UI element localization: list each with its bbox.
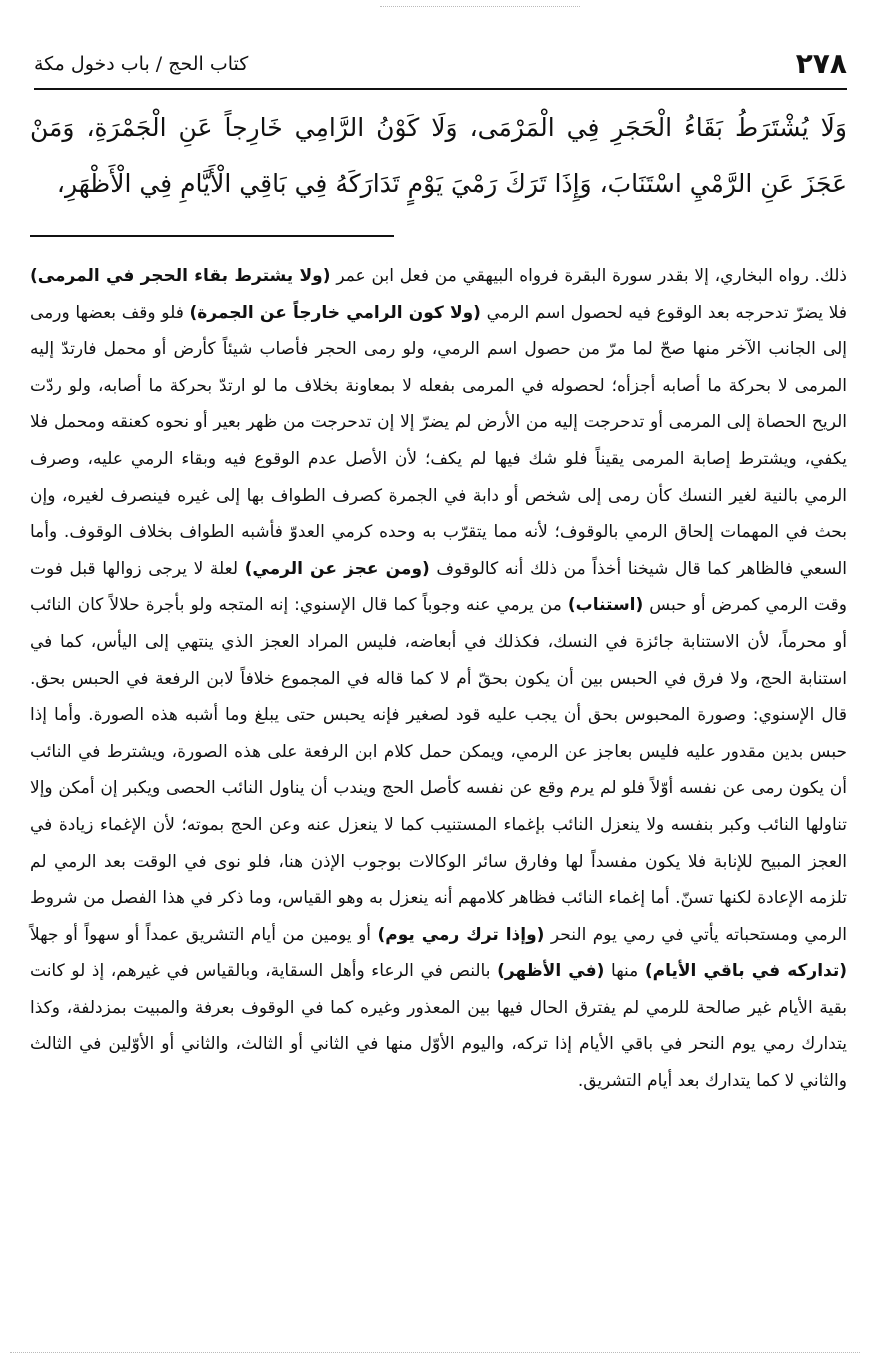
commentary-segment: لعلة لا يرجى زوالها قبل فوت وقت الرمي كمرض أو حبس bbox=[30, 558, 847, 616]
quoted-matn: (وإذا ترك رمي يوم) bbox=[377, 924, 545, 945]
commentary-segment: فلو وقف بعضها ورمى إلى الجانب الآخر منها صحّ لما مرّ من حصول اسم الرمي، ولو رمى الحجر فأصاب شيئاً كأرض أو محمل فارتدّ إليه المرمى لا بحركة ما أصابه أجزأه؛ لحصوله في المرمى بفعله لا بمعاونة بخلاف ما لو ارتدّ بحركة ما أصابه، ولو ردّت الريح الحصاة إلى المرمى أو تدحرجت إليه من الأرض لم يضرّ إلا إن تدحرجت من ظهر بعير أو نحوه كعنقه ومحمل فلا يكفي، ويشترط إصابة المرمى يقيناً فلو شك فيها لم يكف؛ لأن الأصل عدم الوقوع فيه وبقاء الرمي عليه، وصرف الرمي بالنية لغير النسك كأن رمى إلى شخص أو دابة في الجمرة كصرف الطواف بها إلى غيره فينصرف لغيره، وإن بحث في المهمات إلحاق الرمي بالوقوف؛ لأنه مما يتقرّب به وحده كرمي العدوّ فأشبه الطواف بخلاف الوقوف. وأما السعي فالظاهر كما قال شيخنا أخذاً من ذلك أنه كالوقوف bbox=[30, 302, 848, 579]
page-header bbox=[34, 44, 847, 90]
scan-artifact-top bbox=[380, 6, 580, 8]
quoted-matn: (تداركه في باقي الأيام) bbox=[644, 961, 848, 982]
commentary-segment: فلا يضرّ تدحرجه بعد الوقوع فيه لحصول اسم الرمي bbox=[480, 302, 847, 323]
quoted-matn: (ومن عجز عن الرمي) bbox=[244, 558, 430, 579]
quoted-matn: (ولا يشترط بقاء الحجر في المرمى) bbox=[30, 266, 331, 286]
commentary-segment: من يرمي عنه وجوباً كما قال الإسنوي: إنه المتجه ولو بأجرة حلالاً كان النائب أو محرماً، لأن الاستنابة جائزة في النسك، فكذلك في أبعاضه، فليس المراد العجز الذي ينتهي إلى اليأس، كما في استنابة الحج، ولا فرق في الحبس بين أن يكون بحقّ أم لا كما قاله في المجموع خلافاً لابن الرفعة في الحبس بحق. قال الإسنوي: وصورة المحبوس بحق أن يجب عليه قود لصغير فإنه يحبس حتى يبلغ وما أشبه هذه الصورة. وأما إذا حبس بدين مقدور عليه فليس بعاجز عن الرمي، ويمكن حمل كلام ابن الرفعة على هذه الصورة، ويشترط في النائب أن يكون رمى عن نفسه أوّلاً فلو لم يرم وقع عن نفسه كأصل الحج ويندب أن يناول النائب الحصى ويكبر إن أمكن وإلا تناولها النائب وكبر بنفسه ولا ينعزل النائب بإغماء المستنيب كما لا ينعزل عنه وعن الحج بموته؛ لأن الإغماء زيادة في العجز المبيح للإنابة فلا يكون مفسداً لها وفارق سائر الوكالات بوجوب الإذن هنا، فلو نوى في الوقت بعد الرمي لم تلزمه الإعادة لكنها تسنّ. أما إغماء النائب فظاهر كلامهم أنه ينعزل به وهو القياس، وما ذكر في هذا الفصل من شروط الرمي ومستحباته يأتي في رمي يوم النحر bbox=[30, 595, 847, 945]
commentary-segment: ذلك. رواه البخاري، إلا بقدر سورة البقرة فرواه البيهقي من فعل ابن عمر bbox=[330, 266, 847, 286]
commentary-segment: أو يومين من أيام التشريق عمداً أو سهواً أو جهلاً bbox=[30, 924, 378, 945]
quoted-matn: (في الأظهر) bbox=[497, 961, 605, 982]
commentary-text bbox=[30, 258, 847, 1100]
separator-rule bbox=[30, 235, 394, 237]
running-head: كتاب الحج / باب دخول مكة bbox=[34, 53, 249, 75]
commentary-segment: بالنص في الرعاء وأهل السقاية، وبالقياس في غيرهم، إذ لو كانت بقية الأيام غير صالحة للرمي لم يفترق الحال فيها بين المعذور وغيره كما في الوقوف بعرفة والمبيت بمزدلفة، وكذا يتدارك رمي يوم النحر في باقي الأيام إذا تركه، واليوم الأوّل منها في الثاني أو الثالث، والثاني أو الأوّلين في الثالث والثاني لا كما يتدارك بعد أيام التشريق. bbox=[30, 961, 847, 1092]
quoted-matn: (ولا كون الرامي خارجاً عن الجمرة) bbox=[189, 302, 481, 323]
quoted-matn: (استناب) bbox=[567, 595, 644, 616]
page-number: ٢٧٨ bbox=[795, 47, 847, 80]
commentary-segment: منها bbox=[604, 961, 645, 982]
matn-text: وَلَا يُشْتَرَطُ بَقَاءُ الْحَجَرِ فِي الْمَرْمَى، وَلَا كَوْنُ الرَّامِي خَارِجاً عَنِ الْجَمْرَةِ، وَمَنْ عَجَزَ عَنِ الرَّمْيِ اسْتَنَابَ، وَإِذَا تَرَكَ رَمْيَ يَوْمٍ تَدَارَكَهُ فِي بَاقِي الْأَيَّامِ فِي الْأَظْهَرِ، bbox=[30, 113, 847, 198]
scan-artifact-bottom bbox=[10, 1352, 860, 1354]
